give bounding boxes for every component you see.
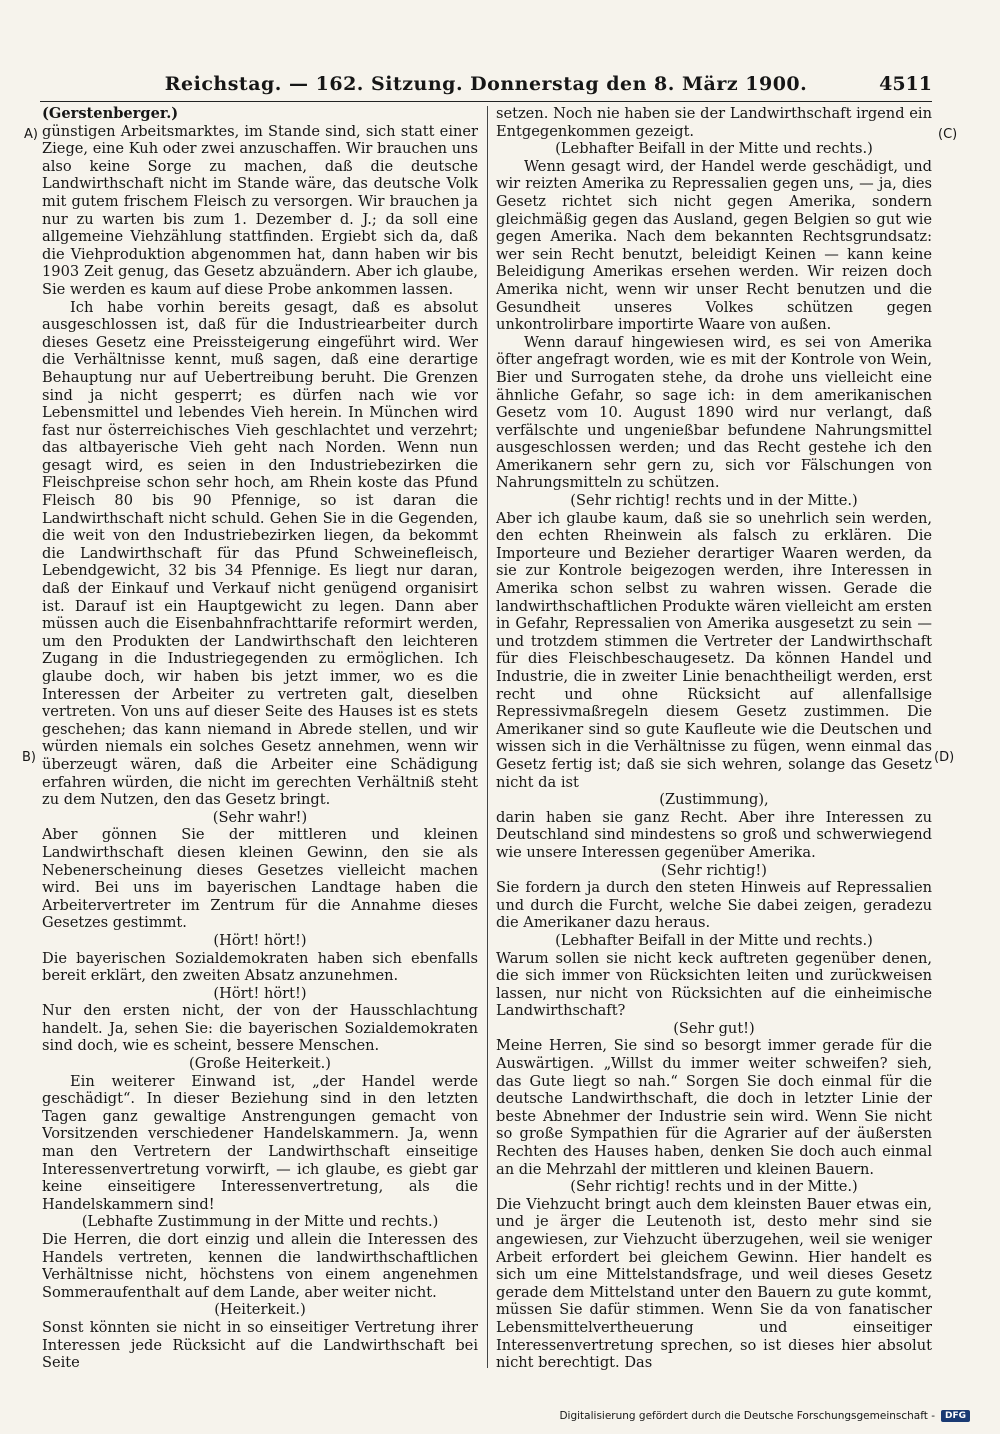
margin-marker-c: (C)	[938, 127, 958, 142]
paragraph: Aber ich glaube kaum, daß sie so unehrlich sein werden, den echten Rheinwein als falsch zu erklären. Die Importeure und Bezieher derartiger Waaren werden, da sie zur Kontrole beigezogen werden, ihre Interessen in Amerika schon selbst zu wahren wissen. Gerade die landwirthschaftlichen Produkte wären vielleicht am ersten in Gefahr, Repressalien von Amerika ausgesetzt zu sein — und trotzdem stimmen die Vertreter der Landwirthschaft für dies Fleischbeschaugesetz. Da können Handel und Industrie, die in zweiter Linie benachtheiligt werden, erst recht und ohne Rücksicht auf allenfallsige Repressivmaßregeln diesem Gesetz zustimmen. Die Amerikaner sind so gute Kaufleute wie die Deutschen und wissen sich in die Verhältnisse zu fügen, wenn einmal das Gesetz fertig ist; daß sie sich wehren, solange das Gesetz nicht da ist	[496, 509, 932, 791]
paragraph: günstigen Arbeitsmarktes, im Stande sind, sich statt einer Ziege, eine Kuh oder zwei anzuschaffen. Wir brauchen uns also keine Sorge zu machen, daß die deutsche Landwirthschaft nicht im Stande wäre, das deutsche Volk mit gutem frischem Fleisch zu versorgen. Wir brauchen ja nur zu warten bis zum 1. Dezember d. J.; da soll eine allgemeine Viehzählung stattfinden. Ergiebt sich da, daß die Viehproduktion abgenommen hat, dann haben wir bis 1903 Zeit genug, das Gesetz abzuändern. Aber ich glaube, Sie werden es kaum auf diese Probe ankommen lassen.	[42, 122, 478, 298]
right-column	[496, 105, 932, 1370]
interjection: (Lebhafte Zustimmung in der Mitte und rechts.)	[81, 1213, 439, 1231]
paragraph: Sie fordern ja durch den steten Hinweis auf Repressalien und durch die Furcht, welche Sie dabei zeigen, geradezu die Amerikaner dazu heraus.	[496, 879, 932, 932]
paragraph: Sonst könnten sie nicht in so einseitiger Vertretung ihrer Interessen jede Rücksicht auf die Landwirthschaft bei Seite	[42, 1318, 478, 1370]
paragraph: Die Viehzucht bringt auch dem kleinsten Bauer etwas ein, und je ärger die Leutenoth ist, desto mehr sind sie angewiesen, zur Viehzucht überzugehen, weil sie weniger Arbeit erfordert bei gleichem Gewinn. Hier handelt es sich um eine Mittelstandsfrage, und weil dieses Gesetz gerade dem Mittelstand unter den Bauern zu gute kommt, müssen Sie dafür stimmen. Wenn Sie da von fanatischer Lebensmittelvertheuerung und einseitiger Interessenvertretung sprechen, so ist dieses hier absolut nicht berechtigt. Das	[496, 1195, 932, 1370]
interjection: (Sehr gut!)	[673, 1019, 755, 1037]
interjection: (Sehr richtig! rechts und in der Mitte.)	[570, 492, 858, 510]
paragraph: Warum sollen sie nicht keck auftreten gegenüber denen, die sich immer von Rücksichten leiten und zurückweisen lassen, nur nicht von Rücksichten auf die einheimische Landwirthschaft?	[496, 949, 932, 1020]
interjection: (Zustimmung),	[659, 791, 769, 809]
interjection: (Lebhafter Beifall in der Mitte und rechts.)	[555, 931, 873, 949]
interjection: (Sehr wahr!)	[212, 808, 308, 826]
footer-credit	[559, 1410, 970, 1422]
left-column	[42, 105, 478, 1370]
paragraph: setzen. Noch nie haben sie der Landwirthschaft irgend ein Entgegenkommen gezeigt.	[496, 105, 932, 140]
margin-marker-d: (D)	[934, 750, 955, 765]
interjection: (Lebhafter Beifall in der Mitte und rechts.)	[555, 140, 873, 158]
speaker-name: (Gerstenberger.)	[42, 105, 179, 122]
column-divider	[487, 106, 488, 1368]
paragraph: Meine Herren, Sie sind so besorgt immer gerade für die Auswärtigen. „Willst du immer weiter schweifen? sieh, das Gute liegt so nah.“ Sorgen Sie doch einmal für die deutsche Landwirthschaft, die doch in letzter Linie der beste Abnehmer der Industrie sein wird. Wenn Sie nicht so große Sympathien für die Agrarier auf der äußersten Rechten des Hauses haben, denken Sie doch auch einmal an die Mehrzahl der mittleren und kleinen Bauern.	[496, 1037, 932, 1178]
interjection: (Hört! hört!)	[213, 931, 307, 949]
footer-text: Digitalisierung gefördert durch die Deutsche Forschungsgemeinschaft -	[559, 1410, 935, 1422]
paragraph: darin haben sie ganz Recht. Aber ihre Interessen zu Deutschland sind mindestens so groß und schwerwiegend wie unsere Interessen gegenüber Amerika.	[496, 808, 932, 861]
margin-marker-a: A)	[24, 127, 38, 142]
page-header	[40, 73, 932, 102]
interjection: (Hört! hört!)	[213, 984, 307, 1002]
header-title: Reichstag. — 162. Sitzung. Donnerstag den 8. März 1900.	[164, 73, 808, 95]
paragraph: Nur den ersten nicht, der von der Hausschlachtung handelt. Ja, sehen Sie: die bayerischen Sozialdemokraten sind doch, wie es scheint, bessere Menschen.	[42, 1002, 478, 1055]
interjection: (Heiterkeit.)	[214, 1301, 306, 1319]
paragraph: Die bayerischen Sozialdemokraten haben sich ebenfalls bereit erklärt, den zweiten Absatz anzunehmen.	[42, 949, 478, 985]
interjection: (Sehr richtig!)	[661, 861, 767, 879]
interjection: (Große Heiterkeit.)	[189, 1055, 331, 1073]
paragraph: Die Herren, die dort einzig und allein die Interessen des Handels vertreten, kennen die landwirthschaftlichen Verhältnisse nicht, höchstens von einem angenehmen Sommeraufenthalt auf dem Lande, aber weiter nicht.	[42, 1231, 478, 1301]
paragraph: Wenn gesagt wird, der Handel werde geschädigt, und wir reizten Amerika zu Repressalien gegen uns, — ja, dies Gesetz richtet sich nicht gegen Amerika, sondern gleichmäßig gegen das Ausland, gegen Belgien so gut wie gegen Amerika. Nach dem bekannten Rechtsgrundsatz: wer sein Recht benutzt, beleidigt Keinen — kann keine Beleidigung Amerikas ersehen werden. Wir reizen doch Amerika nicht, wenn wir unser Recht benutzen und die Gesundheit unseres Volkes schützen gegen unkontrolirbare importirte Waare von außen.	[496, 157, 932, 334]
paragraph: Wenn darauf hingewiesen wird, es sei von Amerika öfter angefragt worden, wie es mit der Kontrole von Wein, Bier und Surrogaten stehe, da drohe uns vielleicht eine ähnliche Gefahr, so sage ich: in dem amerikanischen Gesetz vom 10. August 1890 wird nur verlangt, daß verfälschte und ungenießbar befundene Nahrungsmittel ausgeschlossen werden; und das Recht gestehe ich den Amerikanern sehr gern zu, sich vor Fälschungen von Nahrungsmitteln zu schützen.	[496, 333, 932, 492]
paragraph: Ich habe vorhin bereits gesagt, daß es absolut ausgeschlossen ist, daß für die Industriearbeiter durch dieses Gesetz eine Preissteigerung eingeführt wird. Wer die Verhältnisse kennt, muß sagen, daß eine derartige Behauptung nur auf Uebertreibung beruht. Die Grenzen sind ja nicht gesperrt; es dürfen nach wie vor Lebensmittel und lebendes Vieh herein. In München wird fast nur österreichisches Vieh geschlachtet und verzehrt; das altbayerische Vieh geht nach Norden. Wenn nun gesagt wird, es seien in den Industriebezirken die Fleischpreise schon sehr hoch, am Rhein koste das Pfund Fleisch 80 bis 90 Pfennige, so ist daran die Landwirthschaft nicht schuld. Gehen Sie in die Gegenden, die weit von den Industriebezirken liegen, da bekommt die Landwirthschaft für das Pfund Schweinefleisch, Lebendgewicht, 32 bis 34 Pfennige. Es liegt nur daran, daß der Einkauf und Verkauf nicht genügend organisirt ist. Darauf ist ein Hauptgewicht zu legen. Dann aber müssen auch die Eisenbahnfrachttarife reformirt werden, um den Produkten der Landwirthschaft den leichteren Zugang in die Industriegegenden zu ermöglichen. Ich glaube doch, wir haben bis jetzt immer, wo es die Interessen der Arbeiter zu vertreten galt, dieselben vertreten. Von uns auf dieser Seite des Hauses ist es stets geschehen; das kann niemand in Abrede stellen, und wir würden niemals ein solches Gesetz annehmen, wenn wir überzeugt wären, daß die Arbeiter eine Schädigung erfahren würden, die nicht im gerechten Verhältniß steht zu dem Nutzen, den das Gesetz bringt.	[42, 298, 478, 809]
interjection: (Sehr richtig! rechts und in der Mitte.)	[570, 1178, 858, 1196]
page-number: 4511	[879, 73, 932, 95]
paragraph: Ein weiterer Einwand ist, „der Handel werde geschädigt“. In dieser Beziehung sind in den letzten Tagen ganz gewaltige Anstrengungen gemacht von Vorsitzenden verschiedener Handelskammern. Ja, wenn man den Vertretern der Landwirthschaft einseitige Interessenvertretung vorwirft, — ich glaube, es giebt gar keine einseitigere Interessenvertretung, als die Handelskammern sind!	[42, 1072, 478, 1213]
paragraph: Aber gönnen Sie der mittleren und kleinen Landwirthschaft diesen kleinen Gewinn, den sie als Nebenerscheinung dieses Gesetzes vielleicht machen wird. Bei uns im bayerischen Landtage haben die Arbeitervertreter im Zentrum für die Annahme dieses Gesetzes gestimmt.	[42, 826, 478, 932]
dfg-logo-icon: DFG	[941, 1410, 970, 1422]
margin-marker-b: B)	[22, 750, 36, 765]
